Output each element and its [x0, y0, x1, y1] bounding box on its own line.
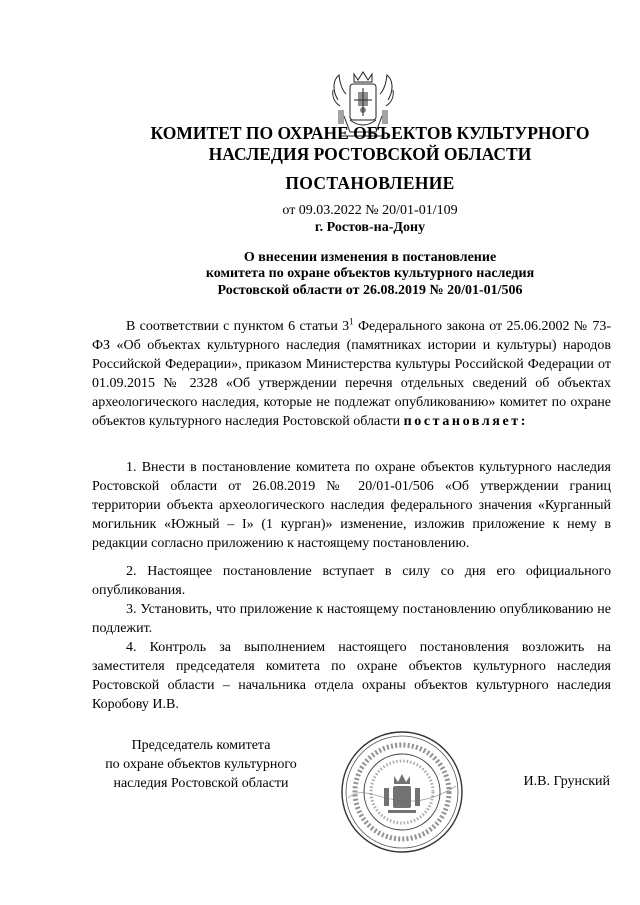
- org-line-1: КОМИТЕТ ПО ОХРАНЕ ОБЪЕКТОВ КУЛЬТУРНОГО: [150, 123, 590, 143]
- article-superscript: 1: [349, 316, 354, 327]
- org-line-2: НАСЛЕДИЯ РОСТОВСКОЙ ОБЛАСТИ: [208, 144, 532, 164]
- signatory-name: И.В. Грунский: [523, 774, 610, 789]
- clause-4: 4. Контроль за выполнением настоящего постановления возложить на заместителя председателя комитета по охране объектов культурного наследия Ростовской области – начальника отдела охраны объектов культурного наследия Коробову И.В.: [92, 640, 611, 712]
- clause-2: 2. Настоящее постановление вступает в силу со дня его официального опубликования.: [92, 564, 611, 598]
- subject-line-1: О внесении изменения в постановление: [243, 250, 497, 265]
- decree-word: постановляет:: [403, 414, 528, 429]
- preamble-paragraph: [92, 317, 611, 431]
- subject-line-2: комитета по охране объектов культурного наследия: [205, 266, 535, 282]
- subject-line-3: Ростовской области от 26.08.2019 № 20/01-01/506: [217, 282, 523, 298]
- clause-1: 1. Внести в постановление комитета по охране объектов культурного наследия Ростовской области от 26.08.2019 № 20/01-01/506 «Об утверждении границ территории объекта археологического наследия федерального значения «Курганный могильник «Южный – I» (1 курган)» изменение, изложив приложение к нему в редакции согласно приложению к настоящему постановлению.: [92, 460, 611, 551]
- signatory-title: [96, 736, 306, 793]
- official-seal-stamp-icon: [338, 728, 466, 856]
- city: г. Ростов-на-Дону: [314, 220, 426, 235]
- preamble-text-a: В соответствии с пунктом 6 статьи 3: [126, 319, 350, 334]
- date-and-number: от 09.03.2022 № 20/01-01/109: [282, 203, 458, 218]
- document-subject: [90, 250, 640, 299]
- preamble-text-b: Федерального закона от 25.06.2002 № 73-ФЗ «Об объектах культурного наследия (памятниках истории и культуры) народов Российской Федерации», приказом Министерства культуры Российской Федерации от 01.09.2015 № 2328 «Об утверждении перечня отдельных сведений об объектах археологического наследия, которые не подлежат опубликованию» комитет по охране объектов культурного наследия Ростовской области: [92, 319, 611, 429]
- signatory-title-line-3: наследия Ростовской области: [113, 776, 289, 791]
- document-type: ПОСТАНОВЛЕНИЕ: [285, 173, 455, 193]
- organization-name: [100, 123, 640, 165]
- signatory-title-line-2: по охране объектов культурного: [105, 757, 297, 772]
- signatory-title-line-1: Председатель комитета: [131, 738, 271, 753]
- clause-3: 3. Установить, что приложение к настоящему постановлению опубликованию не подлежит.: [92, 602, 611, 636]
